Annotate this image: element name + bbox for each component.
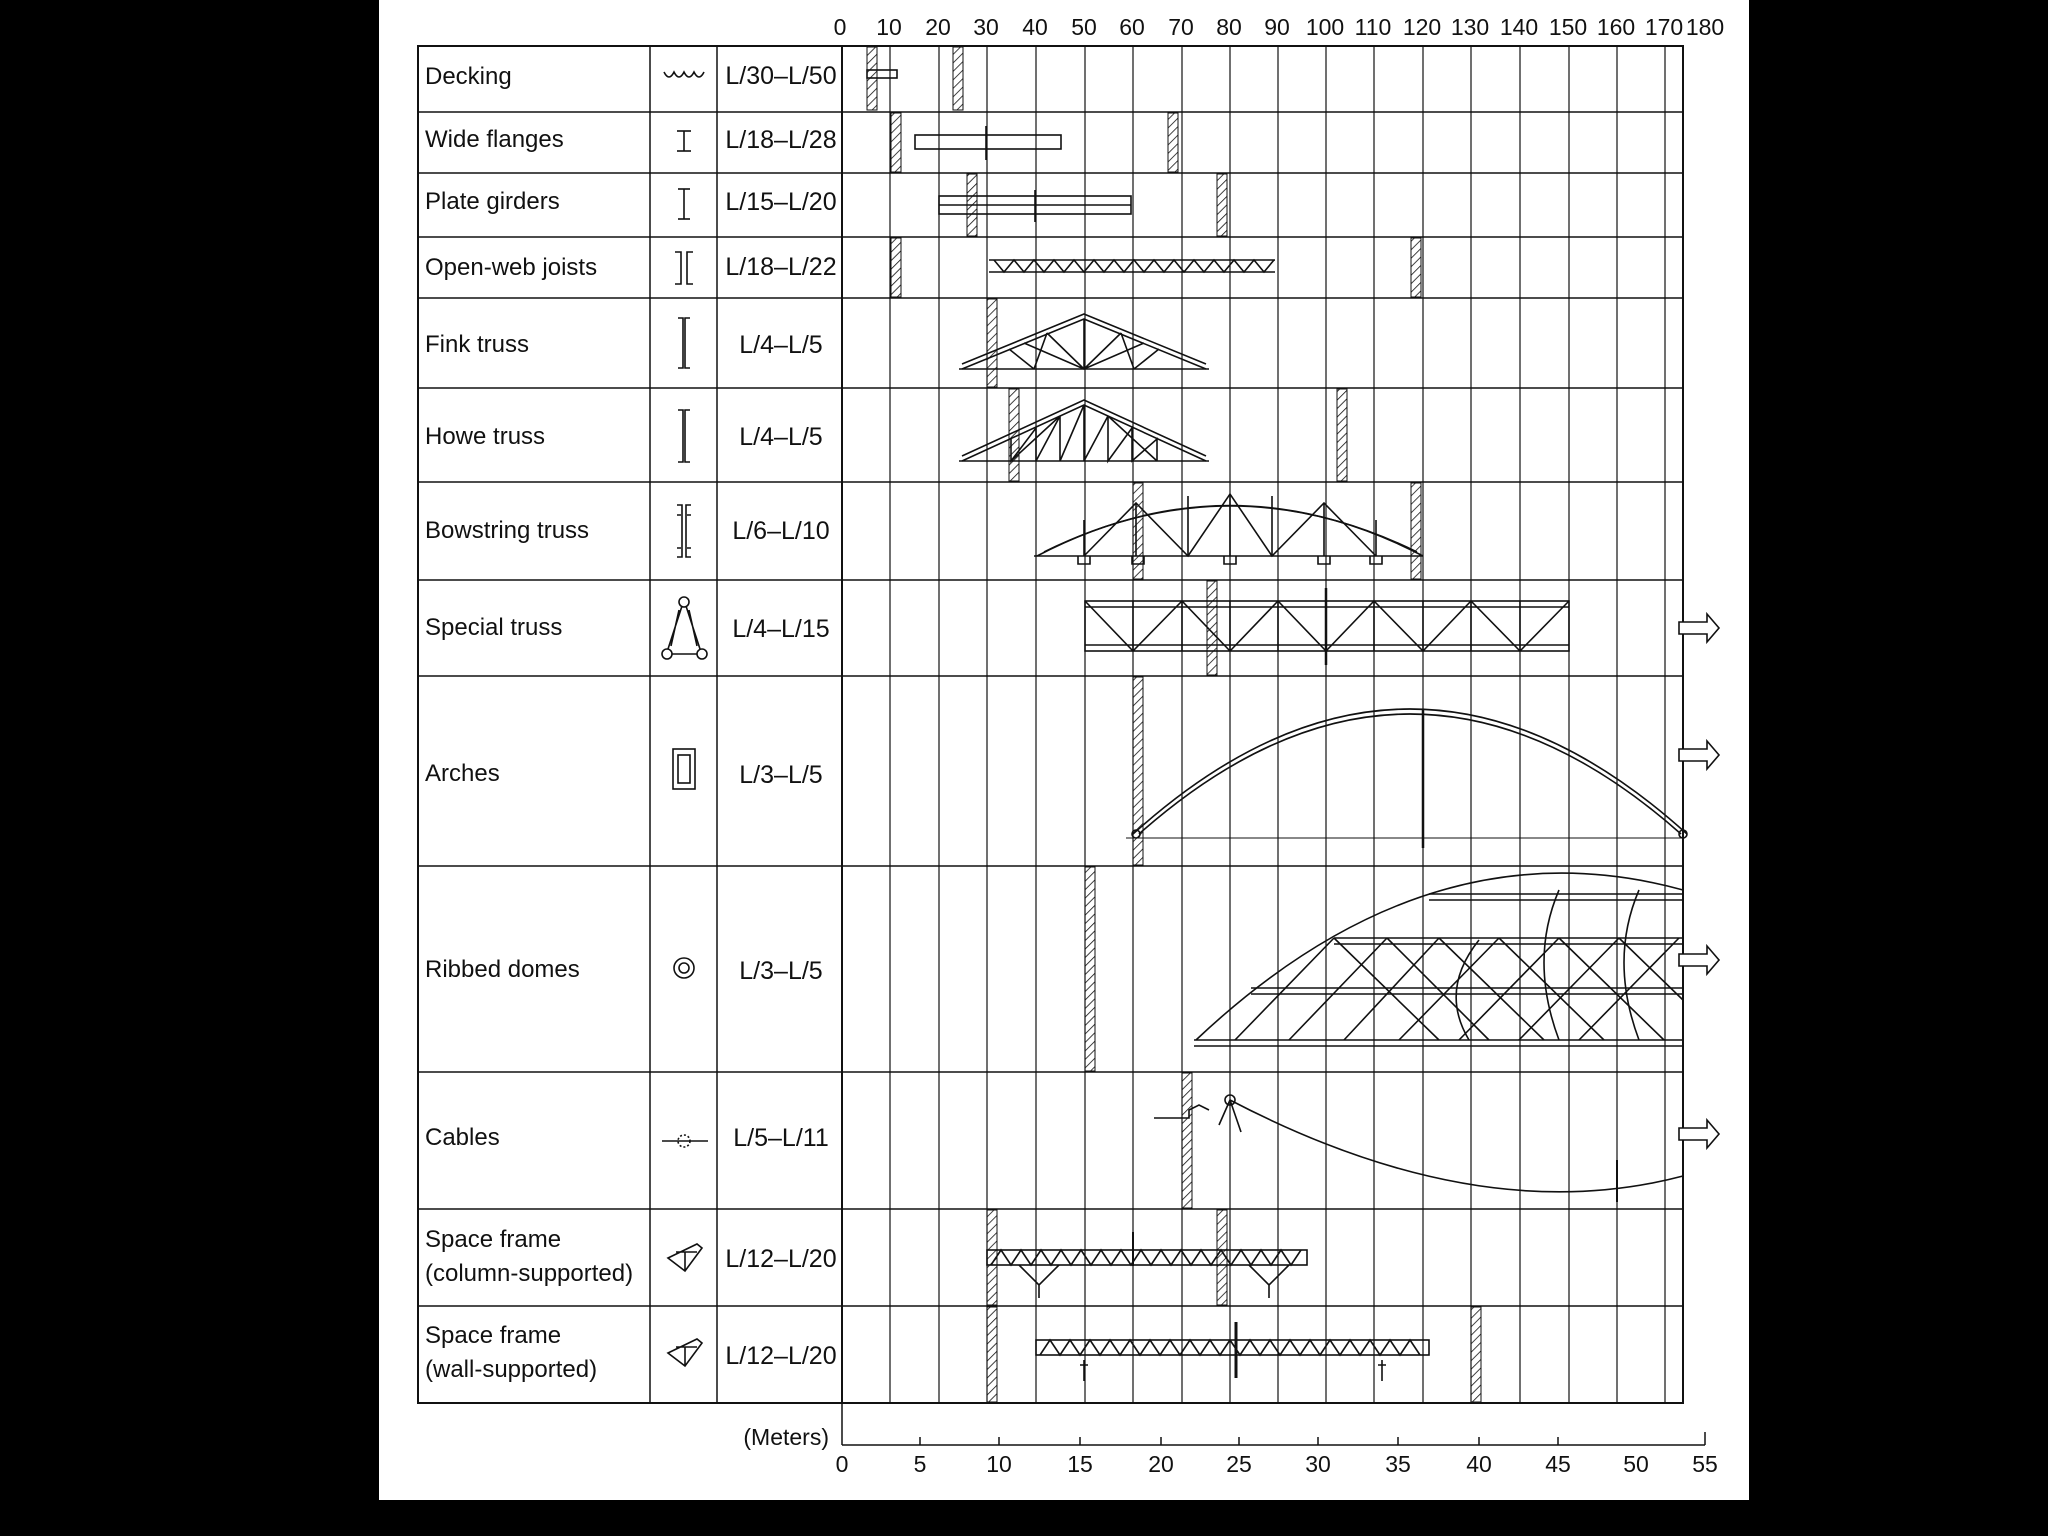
row-label-arches: Arches (425, 760, 500, 787)
top-tick-160: 160 (1596, 14, 1636, 40)
top-tick-30: 30 (973, 14, 999, 40)
bowstring-truss-illustration (1034, 494, 1423, 564)
ratio-fink-truss: L/4–L/5 (739, 331, 823, 359)
ribbed-domes-continues-arrow-icon (1679, 946, 1719, 974)
row-label-space-frame-wall-1: Space frame (425, 1322, 562, 1349)
span-chart (379, 0, 1749, 1500)
top-tick-150: 150 (1548, 14, 1588, 40)
special-truss-illustration (1085, 588, 1569, 665)
row-label-decking: Decking (425, 63, 512, 90)
cables-continues-arrow-icon (1679, 1120, 1719, 1148)
joist-max-marker (1411, 238, 1421, 297)
row-label-space-frame-column-1: Space frame (425, 1226, 562, 1253)
top-tick-100: 100 (1305, 14, 1345, 40)
open-web-joist-icon (675, 252, 693, 284)
top-tick-50: 50 (1071, 14, 1097, 40)
sf-wall-max-marker (1471, 1307, 1481, 1402)
depth-ratios (725, 62, 836, 1370)
row-label-special-truss: Special truss (425, 614, 563, 641)
special-truss-continues-arrow-icon (1679, 614, 1719, 642)
section-icons (662, 72, 708, 1366)
bottom-tick-25: 25 (1226, 1451, 1252, 1477)
ratio-bowstring-truss: L/6–L/10 (732, 517, 830, 545)
row-label-bowstring-truss: Bowstring truss (425, 517, 590, 544)
bowstring-section-icon (677, 505, 691, 557)
arch-section-icon (673, 749, 695, 789)
arches-continues-arrow-icon (1679, 741, 1719, 769)
bottom-tick-20: 20 (1148, 1451, 1174, 1477)
space-frame-column-icon (668, 1244, 702, 1271)
joist-min-marker (891, 238, 901, 297)
space-frame-wall-illustration (1036, 1322, 1429, 1381)
ratio-howe-truss: L/4–L/5 (739, 423, 823, 451)
special-truss-section-icon (662, 597, 707, 659)
bottom-tick-45: 45 (1545, 1451, 1571, 1477)
wide-flange-illustration (915, 126, 1061, 160)
cable-illustration (1154, 1095, 1683, 1202)
top-tick-70: 70 (1168, 14, 1194, 40)
top-tick-20: 20 (925, 14, 951, 40)
top-tick-40: 40 (1022, 14, 1048, 40)
row-label-wide-flanges: Wide flanges (425, 126, 564, 153)
top-tick-140: 140 (1499, 14, 1539, 40)
decking-max-marker (953, 47, 963, 110)
row-label-open-web-joists: Open-web joists (425, 254, 598, 281)
decking-icon (664, 72, 704, 77)
wide-flange-icon (677, 131, 691, 151)
bottom-tick-5: 5 (913, 1451, 927, 1477)
sf-wall-min-marker (987, 1307, 997, 1402)
bottom-tick-30: 30 (1305, 1451, 1331, 1477)
row-label-plate-girders: Plate girders (425, 188, 560, 215)
row-label-howe-truss: Howe truss (425, 423, 546, 450)
top-tick-90: 90 (1264, 14, 1290, 40)
ratio-cables: L/5–L/11 (733, 1124, 829, 1152)
chart-sheet (379, 0, 1749, 1500)
continuation-arrows (1679, 614, 1719, 1148)
cable-min-marker (1182, 1073, 1192, 1208)
top-tick-60: 60 (1119, 14, 1145, 40)
top-tick-180: 180 (1685, 14, 1725, 40)
ratio-space-frame-wall: L/12–L/20 (725, 1342, 837, 1370)
ratio-space-frame-column: L/12–L/20 (725, 1245, 837, 1273)
ratio-special-truss: L/4–L/15 (732, 615, 830, 643)
bottom-tick-55: 55 (1692, 1451, 1718, 1477)
plate-girder-max-marker (1217, 174, 1227, 236)
row-label-ribbed-domes: Ribbed domes (425, 956, 580, 983)
top-tick-110: 110 (1354, 14, 1392, 40)
space-frame-wall-icon (668, 1339, 702, 1366)
open-web-joist-illustration (989, 260, 1275, 272)
row-label-space-frame-wall-2: (wall-supported) (425, 1356, 598, 1383)
top-tick-10: 10 (876, 14, 902, 40)
ratio-wide-flanges: L/18–L/28 (725, 126, 837, 154)
row-label-fink-truss: Fink truss (425, 331, 530, 358)
bottom-tick-40: 40 (1466, 1451, 1492, 1477)
fink-min-marker (987, 299, 997, 387)
bottom-tick-50: 50 (1623, 1451, 1649, 1477)
top-tick-170: 170 (1644, 14, 1684, 40)
top-tick-0: 0 (833, 14, 847, 40)
span-limit-markers (867, 47, 1481, 1402)
bottom-tick-10: 10 (986, 1451, 1012, 1477)
bottom-tick-35: 35 (1385, 1451, 1411, 1477)
ratio-open-web-joists: L/18–L/22 (725, 253, 837, 281)
ratio-ribbed-domes: L/3–L/5 (739, 957, 823, 985)
bottom-tick-15: 15 (1067, 1451, 1093, 1477)
howe-truss-section-icon (678, 410, 690, 462)
top-tick-120: 120 (1402, 14, 1442, 40)
ratio-arches: L/3–L/5 (739, 761, 823, 789)
arch-illustration (1126, 709, 1687, 848)
row-label-cables: Cables (425, 1124, 500, 1151)
bottom-tick-0: 0 (835, 1451, 849, 1477)
top-axis (834, 14, 1725, 40)
ratio-plate-girders: L/15–L/20 (725, 188, 837, 216)
row-label-space-frame-column-2: (column-supported) (425, 1260, 634, 1287)
howe-truss-illustration (959, 400, 1209, 461)
bottom-axis (842, 1403, 1705, 1445)
top-tick-130: 130 (1450, 14, 1490, 40)
axis-unit-label: (Meters) (743, 1424, 829, 1450)
row-labels (425, 63, 633, 1383)
structure-illustrations (867, 70, 1687, 1381)
space-frame-column-illustration (987, 1232, 1307, 1298)
top-tick-80: 80 (1216, 14, 1242, 40)
bottom-axis-labels (743, 1424, 1717, 1477)
dome-min-marker (1085, 867, 1095, 1071)
howe-max-marker (1337, 389, 1347, 481)
plate-girder-icon (678, 189, 690, 219)
wide-flange-min-marker (891, 113, 901, 172)
ratio-decking: L/30–L/50 (725, 62, 837, 90)
cable-section-icon (662, 1135, 708, 1147)
wide-flange-max-marker (1168, 113, 1178, 172)
fink-truss-section-icon (678, 318, 690, 368)
ribbed-dome-illustration (1194, 873, 1683, 1046)
ribbed-dome-section-icon (674, 958, 694, 978)
bowstring-max-marker (1411, 483, 1421, 579)
